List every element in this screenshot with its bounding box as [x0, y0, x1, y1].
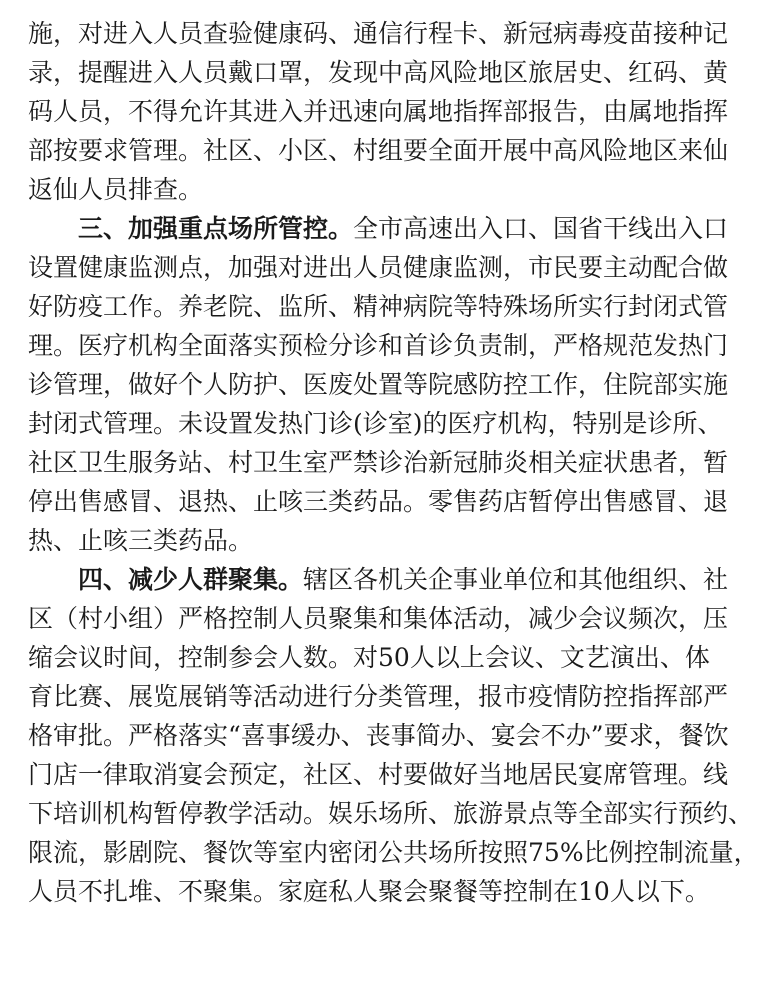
text-line: 下培训机构暂停教学活动。娱乐场所、旅游景点等全部实行预约、	[28, 799, 754, 828]
text-line: 码人员，不得允许其进入并迅速向属地指挥部报告，由属地指挥	[28, 97, 729, 126]
text-line: 缩会议时间，控制参会人数。对50人以上会议、文艺演出、体	[28, 643, 710, 672]
text-run: 辖区各机关企事业单位和其他组织、社	[303, 565, 729, 594]
text-line: 限流，影剧院、餐饮等室内密闭公共场所按照75%比例控制流量，	[28, 838, 759, 867]
text-line: 区（村小组）严格控制人员聚集和集体活动，减少会议频次，压	[28, 604, 729, 633]
text-line	[28, 560, 729, 599]
text-line	[28, 209, 729, 248]
text-line: 停出售感冒、退热、止咳三类药品。零售药店暂停出售感冒、退	[28, 487, 729, 516]
text-line: 录，提醒进入人员戴口罩，发现中高风险地区旅居史、红码、黄	[28, 58, 729, 87]
document-body	[28, 14, 759, 911]
text-line: 格审批。严格落实“喜事缓办、丧事简办、宴会不办”要求，餐饮	[28, 721, 729, 750]
text-line: 门店一律取消宴会预定，社区、村要做好当地居民宴席管理。线	[28, 760, 729, 789]
text-line: 好防疫工作。养老院、监所、精神病院等特殊场所实行封闭式管	[28, 292, 729, 321]
text-line: 封闭式管理。未设置发热门诊(诊室)的医疗机构，特别是诊所、	[28, 409, 723, 438]
paragraph-1	[28, 14, 729, 209]
text-line: 人员不扎堆、不聚集。家庭私人聚会聚餐等控制在10人以下。	[28, 877, 710, 906]
text-line: 施，对进入人员查验健康码、通信行程卡、新冠病毒疫苗接种记	[28, 19, 729, 48]
text-line: 热、止咳三类药品。	[28, 526, 254, 555]
text-line: 诊管理，做好个人防护、医废处置等院感防控工作，住院部实施	[28, 370, 729, 399]
paragraph-2	[28, 209, 729, 560]
paragraph-3	[28, 560, 759, 911]
text-line: 理。医疗机构全面落实预检分诊和首诊负责制，严格规范发热门	[28, 331, 729, 360]
text-line: 社区卫生服务站、村卫生室严禁诊治新冠肺炎相关症状患者，暂	[28, 448, 729, 477]
text-line: 部按要求管理。社区、小区、村组要全面开展中高风险地区来仙	[28, 136, 729, 165]
section-heading: 四、减少人群聚集。	[78, 565, 304, 594]
text-run: 全市高速出入口、国省干线出入口	[353, 214, 729, 243]
section-heading: 三、加强重点场所管控。	[78, 214, 354, 243]
text-line: 返仙人员排查。	[28, 175, 204, 204]
text-line: 育比赛、展览展销等活动进行分类管理，报市疫情防控指挥部严	[28, 682, 729, 711]
text-line: 设置健康监测点，加强对进出人员健康监测，市民要主动配合做	[28, 253, 729, 282]
